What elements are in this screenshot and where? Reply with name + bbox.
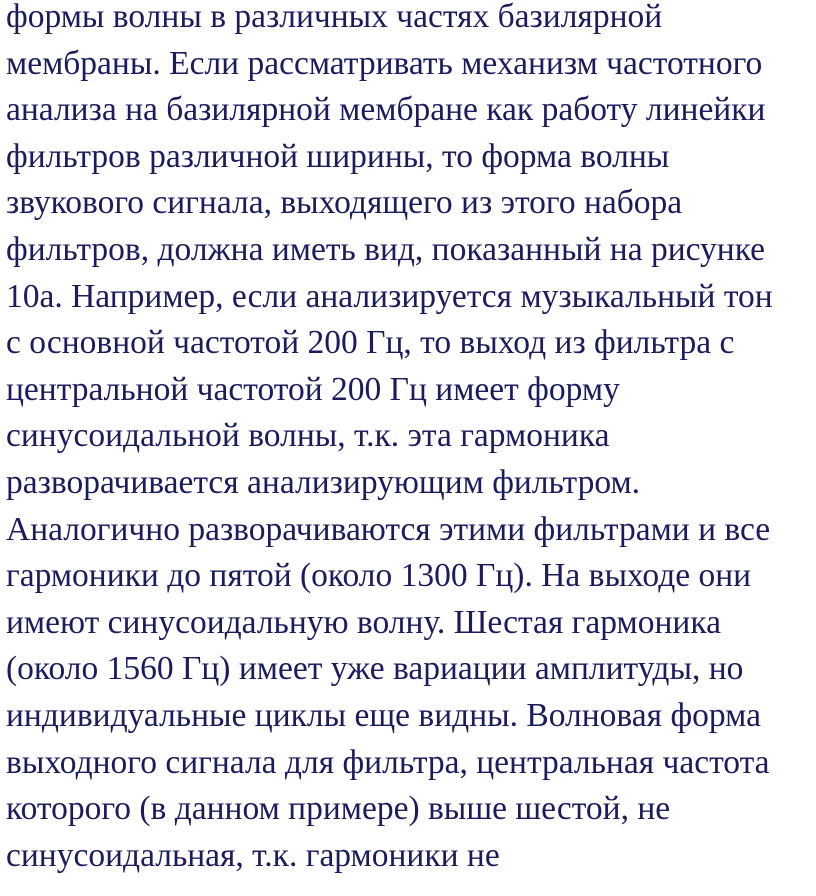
text-line: выходного сигнала для фильтра, центральная частота xyxy=(6,743,770,781)
text-line: мембраны. Если рассматривать механизм частотного xyxy=(6,44,763,82)
text-line: анализа на базилярной мембране как работу линейки xyxy=(6,91,766,129)
text-line: разворачивается анализирующим фильтром. xyxy=(6,463,641,501)
text-line: гармоники до пятой (около 1300 Гц). На выходе они xyxy=(6,557,752,595)
text-line: звукового сигнала, выходящего из этого набора xyxy=(6,184,683,222)
body-text xyxy=(6,0,816,879)
text-line: которого (в данном примере) выше шестой, не xyxy=(6,790,671,828)
text-line: формы волны в различных частях базилярной xyxy=(6,0,663,35)
text-line: центральной частотой 200 Гц имеет форму xyxy=(6,370,620,408)
text-line: имеют синусоидальную волну. Шестая гармоника xyxy=(6,603,721,641)
text-line: Аналогично разворачиваются этими фильтрами и все xyxy=(6,510,771,548)
text-line: 10а. Например, если анализируется музыкальный тон xyxy=(6,277,773,315)
text-line: синусоидальная, т.к. гармоники не xyxy=(6,836,500,874)
text-line: фильтров различной ширины, то форма волны xyxy=(6,137,670,175)
text-line: (около 1560 Гц) имеет уже вариации амплитуды, но xyxy=(6,650,744,688)
text-line: с основной частотой 200 Гц, то выход из фильтра с xyxy=(6,324,735,362)
text-line: фильтров, должна иметь вид, показанный на рисунке xyxy=(6,230,766,268)
text-line: индивидуальные циклы еще видны. Волновая форма xyxy=(6,696,761,734)
text-line: синусоидальной волны, т.к. эта гармоника xyxy=(6,417,610,455)
